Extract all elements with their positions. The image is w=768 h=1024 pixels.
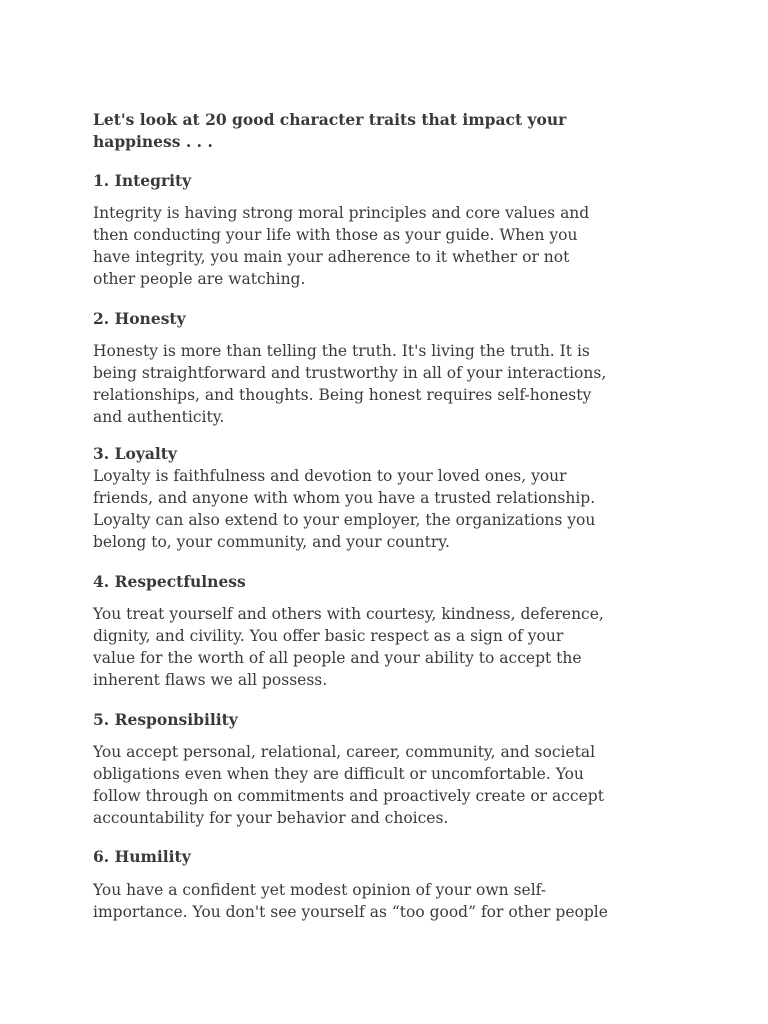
body-line: Integrity is having strong moral principles and core values and bbox=[93, 204, 590, 222]
body-line: inherent flaws we all possess. bbox=[93, 671, 328, 690]
body-line: Loyalty can also extend to your employer, the organizations you bbox=[93, 511, 596, 530]
trait-body-responsibility bbox=[93, 741, 673, 829]
body-line: You accept personal, relational, career, community, and societal bbox=[93, 743, 596, 761]
body-line: dignity, and civility. You offer basic respect as a sign of your bbox=[93, 627, 564, 646]
body-line: accountability for your behavior and choices. bbox=[93, 809, 449, 828]
trait-heading-humility: 6. Humility bbox=[93, 847, 191, 866]
body-line: Loyalty is faithfulness and devotion to your loved ones, your bbox=[93, 467, 567, 485]
body-line: and authenticity. bbox=[93, 408, 225, 427]
trait-heading-responsibility: 5. Responsibility bbox=[93, 710, 238, 729]
trait-heading-integrity: 1. Integrity bbox=[93, 171, 192, 190]
body-line: friends, and anyone with whom you have a trusted relationship. bbox=[93, 489, 596, 508]
body-line: then conducting your life with those as your guide. When you bbox=[93, 226, 578, 245]
trait-heading-respectfulness: 4. Respectfulness bbox=[93, 572, 246, 591]
trait-heading-loyalty: 3. Loyalty bbox=[93, 444, 177, 463]
intro-line: happiness . . . bbox=[93, 132, 213, 151]
body-line: Honesty is more than telling the truth. It's living the truth. It is bbox=[93, 342, 590, 360]
body-line: obligations even when they are difficult or uncomfortable. You bbox=[93, 765, 584, 784]
body-line: other people are watching. bbox=[93, 270, 306, 289]
intro-line: Let's look at 20 good character traits that impact your bbox=[93, 110, 567, 129]
trait-heading-honesty: 2. Honesty bbox=[93, 309, 186, 328]
trait-body-respectfulness bbox=[93, 603, 673, 691]
body-line: relationships, and thoughts. Being honest requires self-honesty bbox=[93, 386, 592, 405]
body-line: belong to, your community, and your country. bbox=[93, 533, 450, 552]
trait-body-loyalty bbox=[93, 465, 673, 553]
body-line: importance. You don't see yourself as “too good” for other people bbox=[93, 903, 608, 922]
body-line: have integrity, you main your adherence to it whether or not bbox=[93, 248, 570, 267]
body-line: follow through on commitments and proactively create or accept bbox=[93, 787, 604, 806]
body-line: You treat yourself and others with courtesy, kindness, deference, bbox=[93, 605, 604, 623]
intro-heading bbox=[93, 109, 683, 153]
trait-body-honesty bbox=[93, 340, 673, 428]
body-line: being straightforward and trustworthy in all of your interactions, bbox=[93, 364, 607, 383]
body-line: value for the worth of all people and your ability to accept the bbox=[93, 649, 582, 668]
trait-body-humility bbox=[93, 879, 673, 923]
trait-body-integrity bbox=[93, 202, 673, 290]
body-line: You have a confident yet modest opinion of your own self- bbox=[93, 881, 547, 899]
